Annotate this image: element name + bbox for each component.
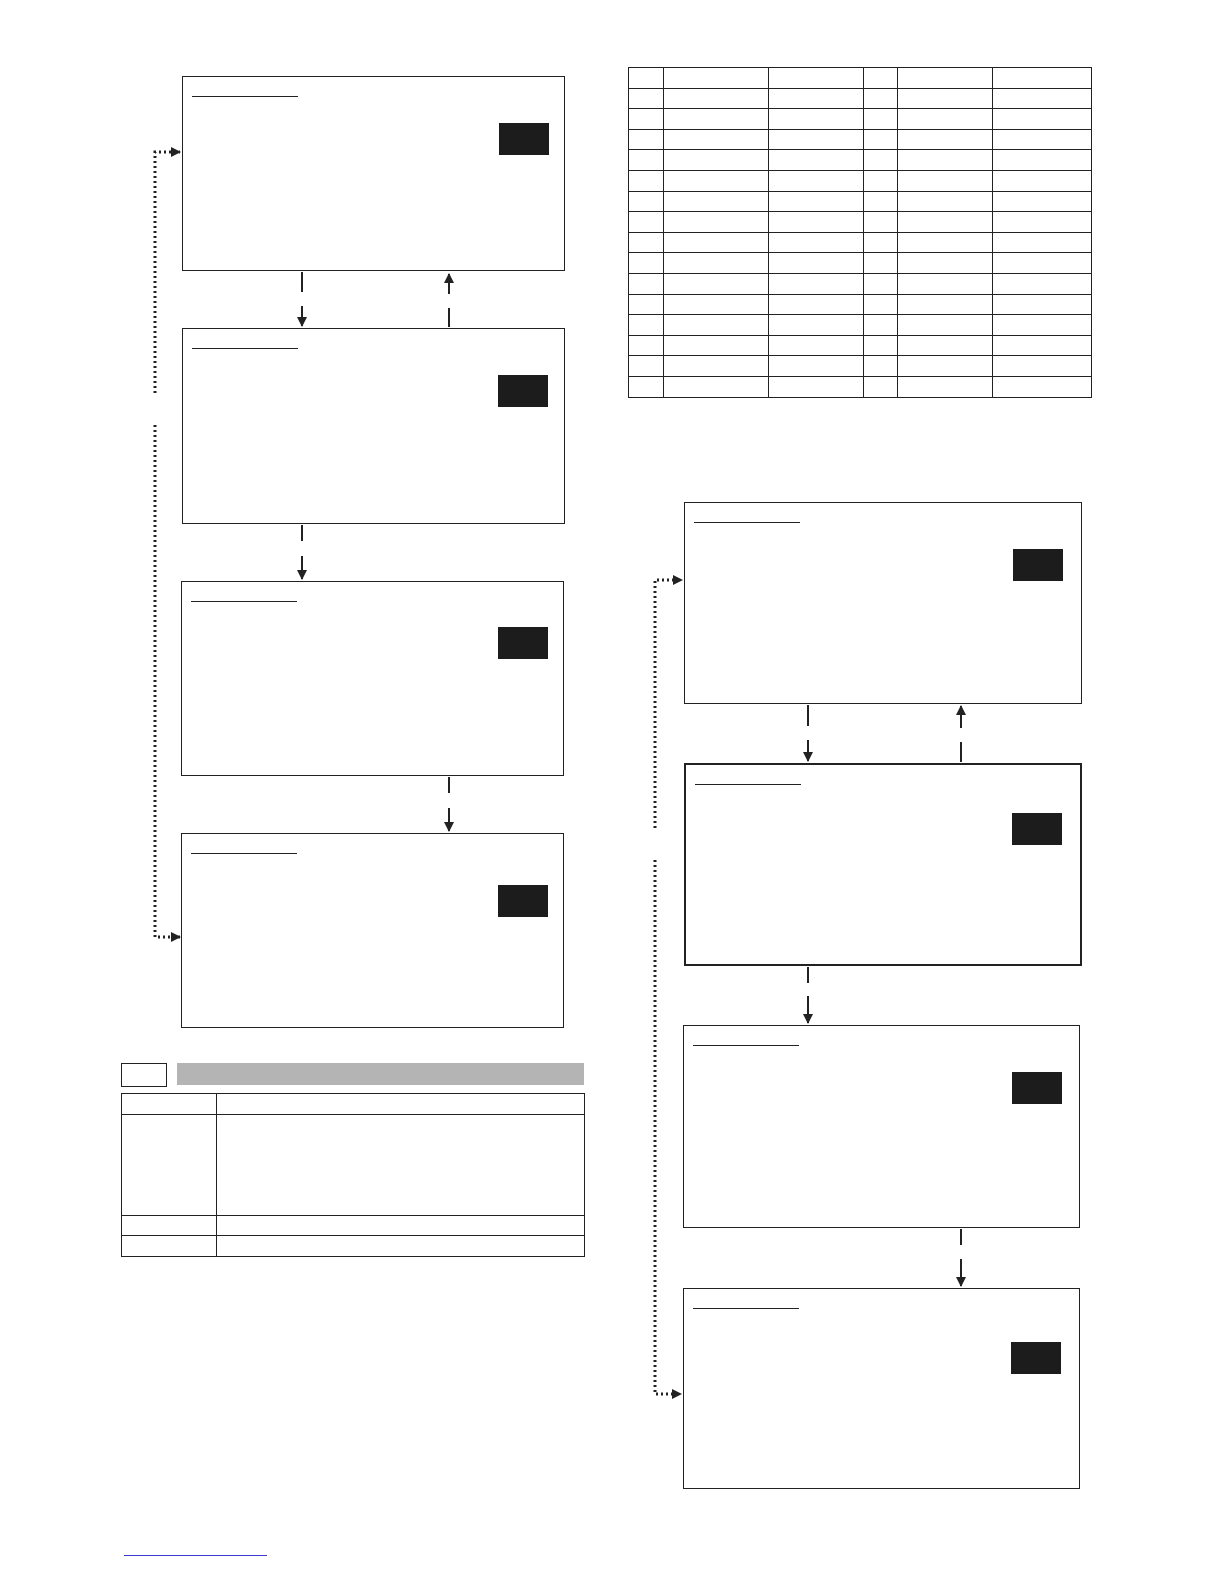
table-cell (864, 129, 898, 150)
table-cell (664, 335, 769, 356)
table-cell (993, 129, 1092, 150)
footer-link[interactable] (124, 1555, 267, 1556)
table-cell (664, 232, 769, 253)
table-cell (664, 170, 769, 191)
table-row (629, 88, 1092, 109)
table-cell (629, 212, 664, 233)
table-cell (993, 294, 1092, 315)
table-row (629, 376, 1092, 397)
section-heading-bar (177, 1063, 584, 1085)
table-cell (664, 109, 769, 130)
table-cell (769, 88, 864, 109)
table-cell (629, 232, 664, 253)
table-cell (898, 150, 993, 171)
table-cell (898, 376, 993, 397)
table-cell (629, 273, 664, 294)
info-label (122, 1114, 217, 1215)
table-cell (864, 109, 898, 130)
table-cell (629, 150, 664, 171)
table-cell (993, 68, 1092, 89)
table-cell (898, 212, 993, 233)
table-cell (993, 273, 1092, 294)
table-row (629, 170, 1092, 191)
table-cell (629, 376, 664, 397)
table-cell (664, 315, 769, 336)
table-cell (993, 170, 1092, 191)
table-cell (769, 232, 864, 253)
table-cell (769, 315, 864, 336)
table-cell (664, 356, 769, 377)
table-cell (993, 191, 1092, 212)
table-cell (898, 315, 993, 336)
dotted-loop-left-bottom (155, 425, 180, 937)
table-row (629, 109, 1092, 130)
table-cell (629, 335, 664, 356)
table-cell (864, 170, 898, 191)
table-cell (864, 88, 898, 109)
info-value (217, 1114, 585, 1215)
table-cell (898, 253, 993, 274)
table-row (629, 253, 1092, 274)
info-label (122, 1094, 217, 1115)
table-cell (864, 273, 898, 294)
section-number-box (121, 1063, 167, 1087)
table-cell (664, 212, 769, 233)
table-row (629, 150, 1092, 171)
table-cell (898, 232, 993, 253)
table-row (629, 335, 1092, 356)
table-cell (864, 150, 898, 171)
table-cell (864, 376, 898, 397)
table-cell (629, 109, 664, 130)
table-cell (898, 335, 993, 356)
table-row (629, 273, 1092, 294)
table-cell (864, 68, 898, 89)
table-cell (898, 109, 993, 130)
table-cell (864, 315, 898, 336)
table-row (629, 68, 1092, 89)
table-cell (769, 273, 864, 294)
table-cell (769, 253, 864, 274)
table-cell (864, 212, 898, 233)
dotted-loop-left-top (155, 152, 180, 393)
table-cell (629, 253, 664, 274)
table-cell (993, 232, 1092, 253)
table-row (122, 1094, 585, 1115)
table-cell (664, 150, 769, 171)
table-cell (629, 356, 664, 377)
table-row (629, 294, 1092, 315)
table-cell (898, 170, 993, 191)
table-cell (993, 335, 1092, 356)
table-row (629, 129, 1092, 150)
info-value (217, 1215, 585, 1236)
table-cell (864, 356, 898, 377)
table-cell (629, 129, 664, 150)
table-cell (664, 294, 769, 315)
table-cell (769, 376, 864, 397)
table-cell (664, 376, 769, 397)
table-cell (629, 170, 664, 191)
info-label (122, 1215, 217, 1236)
table-cell (993, 109, 1092, 130)
table-cell (664, 88, 769, 109)
table-cell (898, 129, 993, 150)
table-cell (898, 68, 993, 89)
table-cell (898, 88, 993, 109)
section-info-table (121, 1093, 585, 1257)
table-cell (898, 356, 993, 377)
dotted-loop-right-top (655, 580, 682, 828)
table-cell (769, 170, 864, 191)
table-cell (864, 335, 898, 356)
table-cell (864, 191, 898, 212)
table-cell (898, 191, 993, 212)
table-cell (769, 129, 864, 150)
info-value (217, 1236, 585, 1257)
table-row (629, 191, 1092, 212)
table-cell (993, 150, 1092, 171)
table-row (122, 1215, 585, 1236)
table-cell (769, 150, 864, 171)
table-row (629, 232, 1092, 253)
table-cell (629, 68, 664, 89)
table-cell (769, 68, 864, 89)
table-cell (629, 88, 664, 109)
table-cell (629, 294, 664, 315)
table-cell (993, 315, 1092, 336)
table-cell (629, 315, 664, 336)
table-cell (898, 294, 993, 315)
table-cell (769, 191, 864, 212)
table-row (629, 315, 1092, 336)
table-cell (864, 253, 898, 274)
table-cell (993, 212, 1092, 233)
table-row (122, 1114, 585, 1215)
table-cell (769, 294, 864, 315)
table-cell (769, 212, 864, 233)
table-row (629, 356, 1092, 377)
table-cell (664, 129, 769, 150)
table-cell (769, 335, 864, 356)
table-cell (993, 376, 1092, 397)
table-cell (769, 109, 864, 130)
table-cell (664, 253, 769, 274)
table-cell (664, 68, 769, 89)
table-cell (864, 294, 898, 315)
table-cell (898, 273, 993, 294)
table-row (122, 1236, 585, 1257)
dotted-loop-right-bottom (655, 860, 681, 1394)
table-cell (769, 356, 864, 377)
table-cell (664, 273, 769, 294)
table-cell (664, 191, 769, 212)
table-cell (629, 191, 664, 212)
table-cell (864, 232, 898, 253)
table-cell (993, 253, 1092, 274)
table-row (629, 212, 1092, 233)
info-value (217, 1094, 585, 1115)
info-label (122, 1236, 217, 1257)
code-table (628, 67, 1092, 398)
table-cell (993, 356, 1092, 377)
table-cell (993, 88, 1092, 109)
